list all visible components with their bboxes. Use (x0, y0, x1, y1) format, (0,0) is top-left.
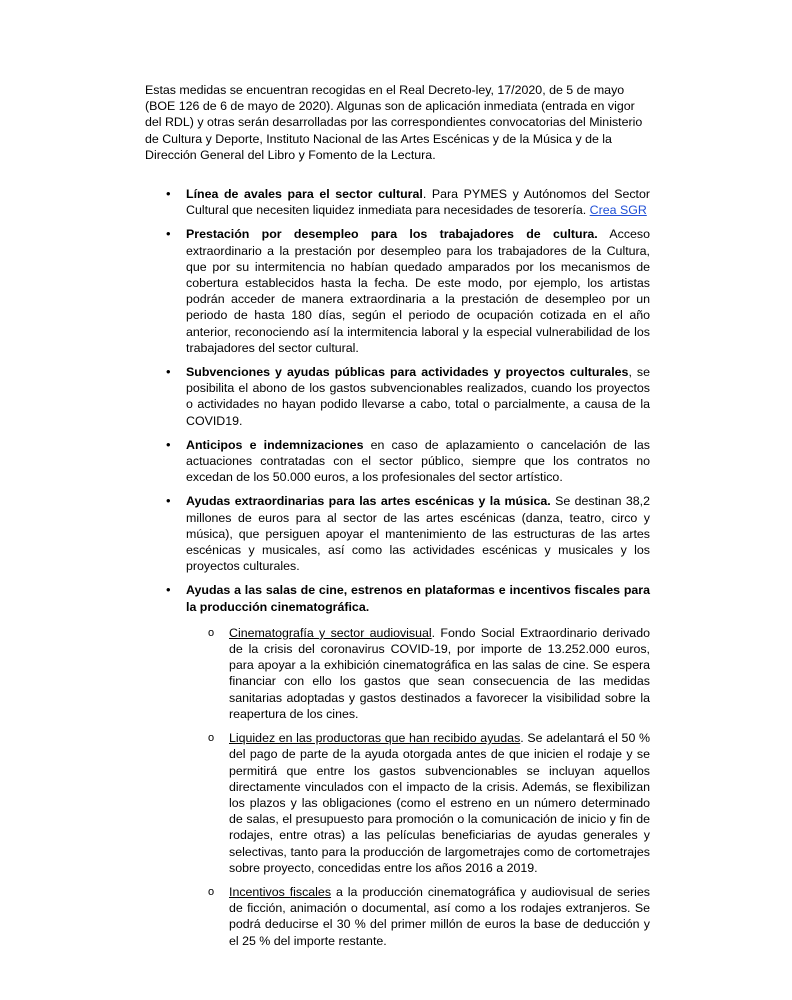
item-text: Acceso extraordinario a la prestación por desempleo para los trabajadores de la Cultura, que por su intermitencia no habían quedado amparados por los mecanismos de cobertura establecidos hasta la fecha. De este modo, por ejemplo, los artistas podrán acceder de manera extraordinaria a la prestación de desempleo por un periodo de hasta 180 días, según el periodo de ocupación cotizada en el año anterior, reconociendo así la intermitencia laboral y la especial vulnerabilidad de los trabajadores del sector cultural. (186, 227, 650, 355)
item-title: Ayudas extraordinarias para las artes escénicas y la música. (186, 494, 551, 509)
item-text: . Para PYMES y Autónomos del Sector Cultural que necesiten liquidez inmediata para necesidades de tesorería. (186, 187, 651, 218)
list-item-subvenciones (145, 364, 650, 429)
item-title: Anticipos e indemnizaciones (186, 437, 364, 452)
item-text: Se destinan 38,2 millones de euros para al sector de las artes escénicas (danza, teatro, circo y música), que persiguen apoyar el mantenimiento de las estructuras de las artes escénicas y musicales, así como las actividades escénicas y musicales y los proyectos culturales. (186, 494, 650, 574)
item-title: Subvenciones y ayudas públicas para actividades y proyectos culturales (186, 365, 629, 380)
subitem-text: . Se adelantará el 50 % del pago de parte de la ayuda otorgada antes de que inicien el rodaje y se permitirá que entre los gastos subvencionables se incluyan aquellos directamente vinculados con el impacto de la crisis. Además, se flexibilizan los plazos y las obligaciones (como el estreno en un número determinado de salas, el presupuesto para promoción o la comunicación de inicio y fin de rodajes, entre otras) a las películas beneficiarias de ayudas generales y selectivas, tanto para la producción de largometrajes como de cortometrajes sobre proyecto, concedidas entre los años 2016 a 2019. (229, 731, 650, 875)
sublist-item-incentivos (186, 884, 650, 949)
subitem-text: a la producción cinematográfica y audiovisual de series de ficción, animación o documental, así como a los rodajes extranjeros. Se podrá deducirse el 30 % del primer millón de euros la base de deducción y el 25 % del importe restante. (229, 884, 651, 948)
item-title: Ayudas a las salas de cine, estrenos en plataformas e incentivos fiscales para la producción cinematográfica. (186, 583, 650, 614)
sublist-item-cinematografia (186, 625, 650, 722)
list-item-avales (145, 186, 650, 218)
subitem-title: Incentivos fiscales (229, 884, 332, 899)
subitem-text: . Fondo Social Extraordinario derivado de la crisis del coronavirus COVID-19, por importe de 13.252.000 euros, para apoyar a la exhibición cinematográfica en las salas de cine. Se espera financiar con ello los gastos que sean consecuencia de las medidas sanitarias adoptadas y gastos destinados a favorecer la visibilidad sobre la reapertura de los cines. (229, 625, 650, 721)
measures-list (145, 186, 650, 957)
subitem-title: Liquidez en las productoras que han recibido ayudas (229, 731, 521, 746)
item-text: en caso de aplazamiento o cancelación de las actuaciones contratadas con el sector público, siempre que los contratos no excedan de los 50.000 euros, a los profesionales del sector artístico. (186, 437, 650, 485)
item-text: , se posibilita el abono de los gastos subvencionables realizados, cuando los proyectos o actividades no hayan podido llevarse a cabo, total o parcialmente, a causa de la COVID19. (186, 365, 650, 428)
item-title: Prestación por desempleo para los trabajadores de cultura. (186, 227, 598, 242)
sublist-item-liquidez (186, 730, 650, 876)
item-title: Línea de avales para el sector cultural (186, 187, 423, 201)
crea-sgr-link[interactable]: Crea SGR (589, 203, 647, 218)
subitem-title: Cinematografía y sector audiovisual (229, 625, 432, 640)
list-item-anticipos (145, 437, 650, 486)
cine-sublist (186, 625, 650, 949)
list-item-desempleo (145, 226, 650, 356)
list-item-cine (145, 582, 650, 948)
intro-paragraph: Estas medidas se encuentran recogidas en el Real Decreto-ley, 17/2020, de 5 de mayo (BOE 126 de 6 de mayo de 2020). Algunas son de aplicación inmediata (entrada en vigor del RDL) y otras serán desarrolladas por las correspondientes convocatorias del Ministerio de Cultura y Deporte, Instituto Nacional de las Artes Escénicas y de la Música y de la Dirección General del Libro y Fomento de la Lectura. (145, 83, 643, 162)
list-item-artes-escenicas (145, 493, 650, 574)
